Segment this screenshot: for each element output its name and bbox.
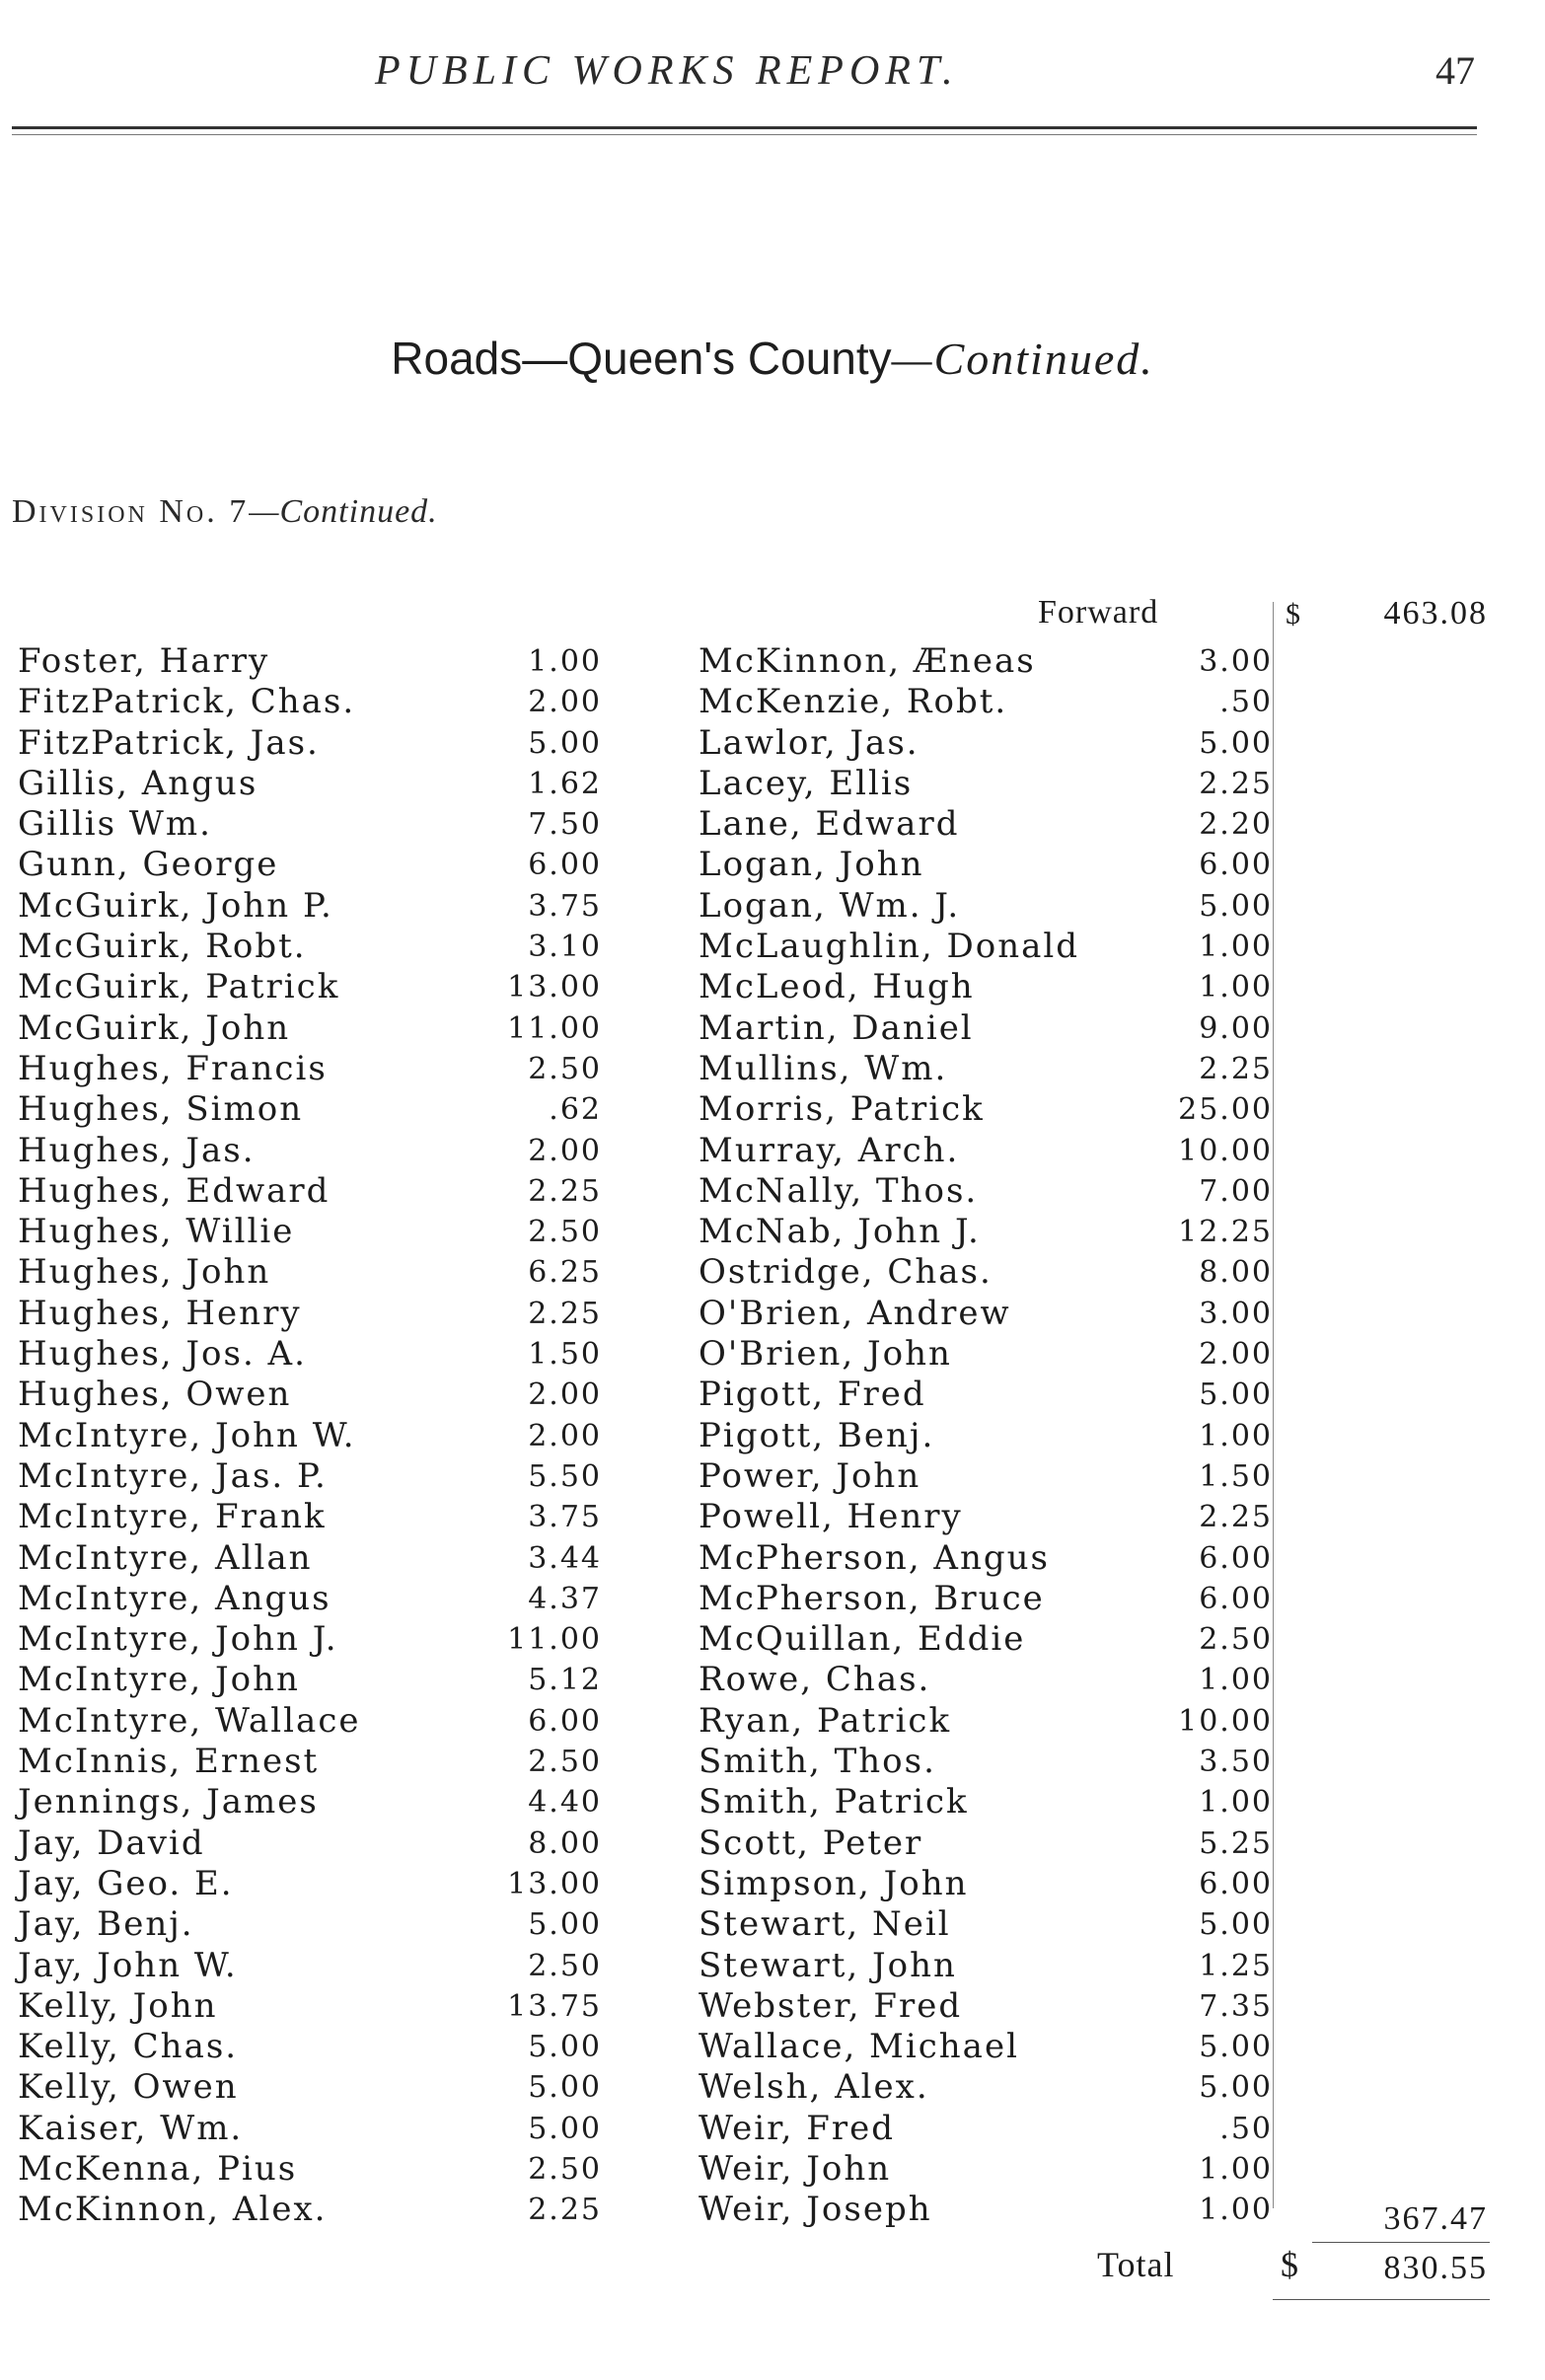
entry-amount: 5.00 [1199,1907,1273,1943]
entry-amount: 3.00 [1199,644,1273,679]
entry-amount: 1.25 [1199,1948,1273,1983]
column-subtotal: 367.47 [1383,2200,1488,2237]
entry-name: McNally, Thos. [699,1170,979,1211]
entry-amount: 5.25 [1199,1825,1273,1861]
entry-amount: 6.00 [528,848,602,883]
entry-name: McGuirk, Robt. [18,927,307,967]
entry-name: Kelly, Chas. [18,2027,239,2067]
entry-amount: 2.00 [528,1377,602,1413]
entry-name: McGuirk, John P. [18,885,333,926]
forward-label: Forward [1038,594,1159,631]
entry-amount: 2.25 [528,2193,602,2228]
entry-amount: 3.75 [528,1500,602,1535]
entry-name: O'Brien, John [699,1334,952,1375]
entry-amount: 1.50 [1199,1458,1273,1494]
entry-name: McIntyre, John J. [18,1619,338,1660]
entry-name: McGuirk, Patrick [18,967,340,1007]
entry-amount: 5.50 [528,1458,602,1494]
entry-name: Smith, Patrick [699,1782,969,1822]
entry-name: Hughes, Owen [18,1375,292,1415]
entry-name: Welsh, Alex. [699,2067,929,2108]
entry-name: Weir, Fred [699,2108,896,2148]
entry-amount: 6.00 [1199,1581,1273,1616]
entry-name: Morris, Patrick [699,1089,985,1130]
entry-amount: 5.00 [528,725,602,761]
entry-name: Hughes, Jos. A. [18,1334,307,1375]
entry-amount: .62 [549,1092,602,1128]
entry-name: McIntyre, John [18,1660,300,1700]
entry-name: Hughes, Henry [18,1293,302,1333]
entry-amount: 2.00 [528,685,602,720]
entry-amount: 3.75 [528,888,602,924]
entry-name: Logan, Wm. J. [699,885,961,926]
total-amount: 830.55 [1383,2250,1488,2286]
entry-name: Power, John [699,1455,921,1496]
entry-name: Jay, Benj. [18,1904,194,1945]
entry-amount: 8.00 [528,1825,602,1861]
entry-amount: 3.00 [1199,1296,1273,1331]
entry-amount: 1.00 [1199,1663,1273,1698]
section-continued: —Continued. [891,334,1154,384]
entry-amount: 5.12 [528,1663,602,1698]
entry-amount: 2.50 [528,1051,602,1086]
entry-amount: 2.25 [1199,1500,1273,1535]
entry-name: Ryan, Patrick [699,1700,952,1741]
header-rule-thin [12,134,1477,135]
entry-amount: 2.50 [528,1948,602,1983]
entry-name: McLeod, Hugh [699,967,975,1007]
entry-amount: 4.40 [528,1785,602,1821]
section-title-text: Roads—Queen's County [391,333,892,384]
entry-name: Gunn, George [18,845,279,885]
entry-name: Kelly, John [18,1985,218,2026]
entry-amount: 6.00 [528,1703,602,1739]
entry-name: Powell, Henry [699,1497,963,1537]
entry-amount: 2.50 [528,1745,602,1780]
entry-amount: 2.00 [1199,1337,1273,1373]
entry-name: Webster, Fred [699,1985,963,2026]
division-heading [12,493,438,531]
entry-name: McPherson, Angus [699,1537,1050,1578]
entry-name: Hughes, Willie [18,1212,295,1252]
entry-amount: 9.00 [1199,1010,1273,1046]
entry-amount: 11.00 [507,1010,602,1046]
entry-amount: 10.00 [1178,1703,1273,1739]
entry-amount: 6.25 [528,1255,602,1291]
entry-name: Kelly, Owen [18,2067,239,2108]
entry-amount: 5.00 [1199,2030,1273,2065]
entry-amount: 2.25 [528,1296,602,1331]
forward-amount: 463.08 [1383,595,1488,632]
entry-name: McKenna, Pius [18,2148,298,2189]
page-number: 47 [1435,48,1475,93]
entry-name: Hughes, Edward [18,1170,331,1211]
entry-name: Hughes, Simon [18,1089,304,1130]
section-title [0,332,1545,385]
entry-amount: 7.35 [1199,1988,1273,2024]
entry-name: McIntyre, Jas. P. [18,1455,328,1496]
entry-name: McLaughlin, Donald [699,927,1080,967]
entry-amount: 13.00 [507,970,602,1005]
entry-amount: 1.00 [1199,2151,1273,2187]
entry-name: Foster, Harry [18,641,270,681]
entry-amount: 1.00 [528,644,602,679]
entry-name: McKenzie, Robt. [699,682,1008,722]
entry-name: FitzPatrick, Chas. [18,682,356,722]
entry-name: Lawlor, Jas. [699,722,920,763]
entry-amount: 13.00 [507,1866,602,1901]
entry-name: Scott, Peter [699,1822,923,1863]
entry-amount: 13.75 [507,1988,602,2024]
entry-name: McGuirk, John [18,1007,291,1048]
entry-amount: 3.50 [1199,1745,1273,1780]
entry-amount: 2.25 [1199,1051,1273,1086]
entry-name: Logan, John [699,845,924,885]
entry-amount: 1.00 [1199,1785,1273,1821]
entry-name: McIntyre, Wallace [18,1700,361,1741]
entry-name: McKinnon, Æneas [699,641,1036,681]
entry-name: Stewart, John [699,1945,957,1985]
entry-amount: 25.00 [1178,1092,1273,1128]
entry-amount: 2.00 [528,1133,602,1168]
entry-name: Hughes, Jas. [18,1130,256,1170]
entry-amount: 2.25 [528,1173,602,1209]
division-label: Division No. 7 [12,493,250,530]
entry-name: Jay, John W. [18,1945,238,1985]
entry-amount: 5.00 [1199,1377,1273,1413]
entry-amount: 12.25 [1178,1215,1273,1250]
entry-amount: 4.37 [528,1581,602,1616]
entry-name: McInnis, Ernest [18,1742,320,1782]
entry-amount: 1.00 [1199,970,1273,1005]
entry-name: McIntyre, Frank [18,1497,327,1537]
entry-name: Gillis, Angus [18,763,258,803]
entry-amount: 5.00 [528,2070,602,2106]
entry-amount: 10.00 [1178,1133,1273,1168]
entry-name: Lane, Edward [699,804,960,845]
entry-name: McNab, John J. [699,1212,981,1252]
entry-name: McPherson, Bruce [699,1578,1045,1618]
entry-amount: .50 [1219,2111,1273,2146]
entry-name: Mullins, Wm. [699,1048,948,1088]
entry-amount: 5.00 [1199,2070,1273,2106]
entry-name: Hughes, John [18,1252,271,1293]
entry-name: Simpson, John [699,1863,969,1903]
entry-amount: 2.50 [528,1215,602,1250]
entry-amount: 2.25 [1199,766,1273,801]
entry-amount: 3.10 [528,930,602,965]
entry-amount: 2.50 [1199,1622,1273,1658]
entry-amount: 7.50 [528,807,602,843]
entry-name: Weir, John [699,2148,892,2189]
entry-name: Ostridge, Chas. [699,1252,993,1293]
total-rule [1273,2299,1490,2300]
entry-amount: 2.50 [528,2151,602,2187]
total-label: Total [1097,2245,1175,2284]
entry-amount: 1.00 [1199,2193,1273,2228]
entry-amount: 6.00 [1199,1540,1273,1576]
entry-name: Pigott, Fred [699,1375,926,1415]
entry-amount: 3.44 [528,1540,602,1576]
entry-name: Jennings, James [18,1782,319,1822]
entry-amount: 5.00 [528,1907,602,1943]
report-title: PUBLIC WORKS REPORT. [375,48,959,94]
entry-name: McQuillan, Eddie [699,1619,1026,1660]
entry-name: Pigott, Benj. [699,1415,935,1455]
entry-name: FitzPatrick, Jas. [18,722,320,763]
entry-name: Stewart, Neil [699,1904,951,1945]
entry-name: O'Brien, Andrew [699,1293,1011,1333]
entry-name: Martin, Daniel [699,1007,974,1048]
entry-name: Weir, Joseph [699,2190,932,2230]
entry-amount: 1.50 [528,1337,602,1373]
running-header [0,39,1545,99]
entry-amount: 5.00 [528,2111,602,2146]
entry-amount: 1.00 [1199,1418,1273,1453]
entry-name: McIntyre, John W. [18,1415,356,1455]
entry-amount: 6.00 [1199,1866,1273,1901]
entry-name: Gillis Wm. [18,804,212,845]
entry-name: McIntyre, Allan [18,1537,313,1578]
total-currency: $ [1281,2245,1298,2284]
entry-amount: 5.00 [528,2030,602,2065]
entry-amount: 1.00 [1199,930,1273,965]
entry-amount: 2.20 [1199,807,1273,843]
entry-name: Rowe, Chas. [699,1660,931,1700]
entry-amount: 6.00 [1199,848,1273,883]
entry-amount: .50 [1219,685,1273,720]
subtotal-rule [1312,2242,1490,2243]
entry-name: Hughes, Francis [18,1048,328,1088]
entry-amount: 8.00 [1199,1255,1273,1291]
entry-name: Smith, Thos. [699,1742,936,1782]
division-continued: —Continued. [249,493,438,530]
entry-amount: 5.00 [1199,888,1273,924]
entry-name: Jay, Geo. E. [18,1863,234,1903]
entry-name: McIntyre, Angus [18,1578,331,1618]
entry-amount: 2.00 [528,1418,602,1453]
entry-name: Wallace, Michael [699,2027,1019,2067]
entry-name: Murray, Arch. [699,1130,960,1170]
column-rule [1273,602,1274,2208]
entry-name: Lacey, Ellis [699,763,914,803]
entry-amount: 1.62 [528,766,602,801]
entry-amount: 7.00 [1199,1173,1273,1209]
forward-currency: $ [1286,598,1300,631]
entry-amount: 5.00 [1199,725,1273,761]
entry-name: McKinnon, Alex. [18,2190,328,2230]
entry-amount: 11.00 [507,1622,602,1658]
header-rule [12,126,1477,129]
entry-name: Jay, David [18,1822,205,1863]
entry-name: Kaiser, Wm. [18,2108,244,2148]
